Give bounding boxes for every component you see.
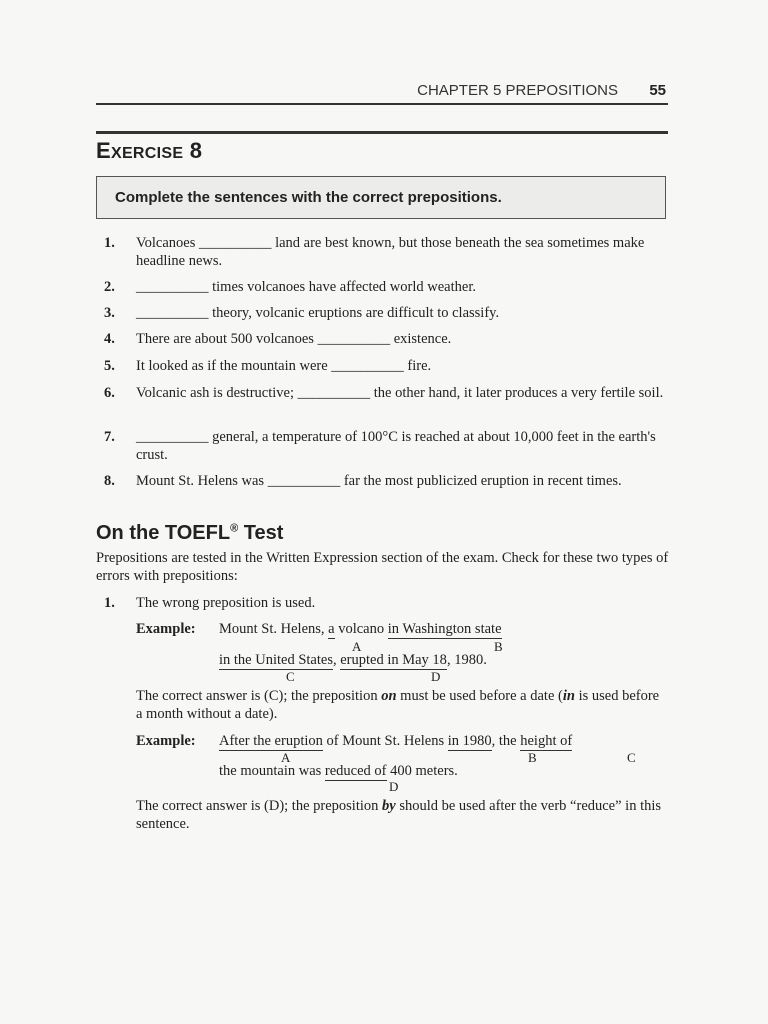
underlined-option-d: erupted in May 18 <box>340 652 447 668</box>
option-letter-c: C <box>627 750 636 765</box>
option-letter-d: D <box>389 779 399 794</box>
item-text: There are about 500 volcanoes __________ existence. <box>136 331 452 347</box>
point-1-number <box>104 594 115 612</box>
page-number: 55 <box>649 82 666 99</box>
example-text: 400 meters. <box>386 763 458 779</box>
toefl-heading-tail: Test <box>238 522 284 544</box>
example-text: , 1980. <box>446 652 487 668</box>
item-number: 2. <box>104 279 115 295</box>
instruction-text: Complete the sentences with the correct prepositions. <box>115 189 502 206</box>
answer-1 <box>136 687 666 723</box>
option-letter-a: A <box>281 750 291 765</box>
item-number: 5. <box>104 358 115 374</box>
item-text: It looked as if the mountain were __________ fire. <box>136 358 432 374</box>
example-text: of Mount St. Helens <box>322 733 448 749</box>
answer-emphasis: in <box>562 688 575 704</box>
item-number: 8. <box>104 473 115 489</box>
exercise-heading <box>96 138 202 164</box>
example-text: the mountain was <box>219 763 325 779</box>
answer-text: is used before a month without a date). <box>136 688 660 722</box>
example-1-line-2 <box>219 651 487 669</box>
toefl-heading-text: On the TOEFL <box>96 522 231 544</box>
answer-text: should be used after the verb “reduce” in this sentence. <box>136 798 662 832</box>
header-rule <box>96 103 668 105</box>
underlined-option-c: height of <box>520 733 573 749</box>
item-text: Volcanoes __________ land are best known, but those beneath the sea sometimes make headline news. <box>136 235 645 269</box>
item-text: __________ general, a temperature of 100°C is reached at about 10,000 feet in the earth's crust. <box>136 429 656 463</box>
point-number: 1. <box>104 595 115 611</box>
example-2-line-1 <box>219 732 572 750</box>
exercise-heading-first: E <box>96 138 111 163</box>
item-text: __________ theory, volcanic eruptions are difficult to classify. <box>136 305 500 321</box>
example-1-label: Example: <box>136 621 196 637</box>
example-text: Mount St. Helens, <box>219 621 329 637</box>
toefl-intro: Prepositions are tested in the Written Expression section of the exam. Check for these two types of errors with prepositions: <box>96 550 669 584</box>
example-text: volcano <box>334 621 388 637</box>
underlined-option-d: reduced of <box>324 763 387 779</box>
chapter-title: CHAPTER 5 PREPOSITIONS <box>417 82 618 99</box>
option-letter-c: C <box>286 669 295 684</box>
example-2-label: Example: <box>136 733 196 749</box>
item-number: 4. <box>104 331 115 347</box>
point-1-text: The wrong preposition is used. <box>136 595 316 611</box>
underlined-option-b: in Washington state <box>387 621 502 637</box>
section-rule <box>96 131 668 134</box>
exercise-heading-rest: XERCISE <box>110 145 184 162</box>
option-letter-a: A <box>352 639 362 654</box>
example-2-line-2 <box>219 762 458 780</box>
answer-emphasis: by <box>382 798 396 814</box>
item-number: 6. <box>104 385 115 401</box>
example-text: , the <box>491 733 521 749</box>
underlined-option-c: in the United States <box>219 652 333 668</box>
exercise-number: 8 <box>189 138 203 163</box>
item-number: 7. <box>104 429 115 445</box>
item-number: 3. <box>104 305 115 321</box>
example-1-line-1 <box>219 620 502 638</box>
underlined-option-a: After the eruption <box>219 733 323 749</box>
toefl-heading <box>96 522 283 545</box>
item-text: __________ times volcanoes have affected world weather. <box>136 279 476 295</box>
answer-text: The correct answer is (C); the preposition <box>136 688 382 704</box>
running-header <box>96 82 668 104</box>
item-number: 1. <box>104 235 115 251</box>
answer-text: must be used before a date ( <box>396 688 563 704</box>
option-letter-b: B <box>528 750 537 765</box>
option-letter-d: D <box>431 669 441 684</box>
underlined-option-b: in 1980 <box>447 733 492 749</box>
item-text: Volcanic ash is destructive; __________ the other hand, it later produces a very fertile soil. <box>136 385 664 401</box>
registered-mark: ® <box>230 522 239 535</box>
underlined-option-a: a <box>328 621 335 637</box>
answer-2 <box>136 797 666 833</box>
example-text: , <box>332 652 341 668</box>
answer-text: The correct answer is (D); the preposition <box>136 798 383 814</box>
instruction-box <box>96 176 666 219</box>
option-letter-b: B <box>494 639 503 654</box>
item-text: Mount St. Helens was __________ far the most publicized eruption in recent times. <box>136 473 622 489</box>
answer-emphasis: on <box>381 688 397 704</box>
